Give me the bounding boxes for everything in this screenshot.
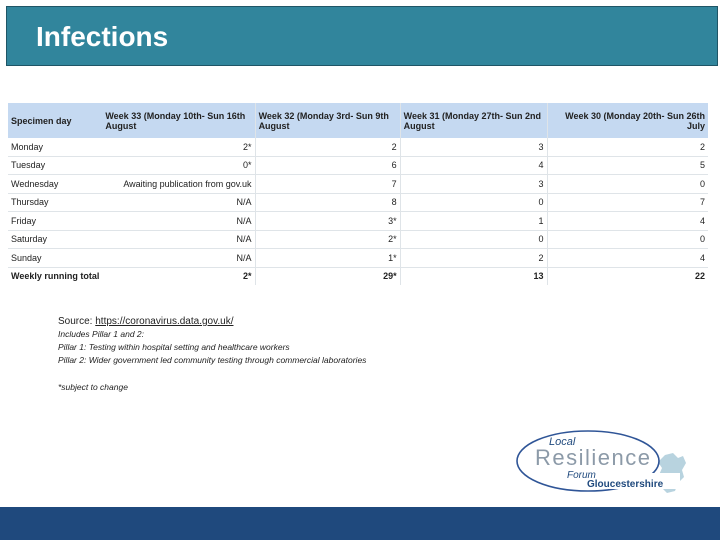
table-row	[8, 156, 708, 175]
row-label: Friday	[8, 212, 102, 231]
infections-table-container	[8, 103, 708, 283]
logo-word-resilience: Resilience	[535, 445, 652, 470]
row-label: Tuesday	[8, 156, 102, 175]
local-resilience-forum-logo	[515, 425, 690, 500]
note-pillars-intro: Includes Pillar 1 and 2:	[58, 329, 144, 339]
column-header-specimen-day: Specimen day	[8, 103, 102, 138]
table-cell: 3*	[255, 212, 400, 231]
table-cell: 0	[400, 230, 547, 249]
table-row	[8, 138, 708, 156]
column-header-week-33: Week 33 (Monday 10th- Sun 16th August	[102, 103, 255, 138]
table-cell: 4	[547, 212, 708, 231]
table-cell: 2	[255, 138, 400, 156]
table-cell: 2	[547, 138, 708, 156]
table-cell: 0	[547, 230, 708, 249]
table-cell: 0*	[102, 156, 255, 175]
table-cell: 8	[255, 193, 400, 212]
table-row	[8, 267, 708, 285]
note-pillar-2: Pillar 2: Wider government led community testing through commercial laboratories	[58, 355, 367, 365]
source-link[interactable]: https://coronavirus.data.gov.uk/	[95, 316, 234, 327]
source-line	[58, 315, 366, 328]
infections-table	[8, 103, 708, 285]
table-cell: 7	[255, 175, 400, 194]
column-header-week-30: Week 30 (Monday 20th- Sun 26th July	[547, 103, 708, 138]
table-cell: 4	[547, 249, 708, 268]
table-cell: N/A	[102, 212, 255, 231]
table-cell: 3	[400, 175, 547, 194]
table-cell: 13	[400, 267, 547, 285]
table-cell: 5	[547, 156, 708, 175]
note-subject-to-change: *subject to change	[58, 382, 128, 392]
column-header-week-31: Week 31 (Monday 27th- Sun 2nd August	[400, 103, 547, 138]
row-label: Sunday	[8, 249, 102, 268]
table-cell: 0	[400, 193, 547, 212]
table-row	[8, 193, 708, 212]
page-title: Infections	[36, 21, 169, 52]
row-label: Wednesday	[8, 175, 102, 194]
row-label: Thursday	[8, 193, 102, 212]
logo-word-gloucestershire: Gloucestershire	[587, 479, 664, 490]
source-label: Source:	[58, 316, 96, 327]
logo-word-local: Local	[549, 436, 576, 448]
table-cell: N/A	[102, 230, 255, 249]
note-pillar-1: Pillar 1: Testing within hospital setting and healthcare workers	[58, 342, 290, 352]
table-row	[8, 249, 708, 268]
row-label: Saturday	[8, 230, 102, 249]
table-cell: 4	[400, 156, 547, 175]
table-cell: Awaiting publication from gov.uk	[102, 175, 255, 194]
footer-bar	[0, 507, 720, 540]
column-header-week-32: Week 32 (Monday 3rd- Sun 9th August	[255, 103, 400, 138]
table-header-row	[8, 103, 708, 138]
table-cell: 1*	[255, 249, 400, 268]
logo-word-forum: Forum	[567, 470, 596, 481]
table-cell: 2*	[255, 230, 400, 249]
table-row	[8, 212, 708, 231]
table-cell: 2	[400, 249, 547, 268]
table-row	[8, 230, 708, 249]
table-cell: 2*	[102, 267, 255, 285]
table-cell: N/A	[102, 249, 255, 268]
table-cell: N/A	[102, 193, 255, 212]
table-cell: 29*	[255, 267, 400, 285]
table-row	[8, 175, 708, 194]
row-label: Monday	[8, 138, 102, 156]
row-label: Weekly running total	[11, 271, 100, 282]
table-cell: 1	[400, 212, 547, 231]
table-cell: 6	[255, 156, 400, 175]
table-cell: 7	[547, 193, 708, 212]
table-cell: 22	[694, 271, 705, 282]
header	[0, 0, 720, 68]
table-cell: 3	[400, 138, 547, 156]
notes	[58, 315, 366, 394]
table-cell: 0	[547, 175, 708, 194]
table-cell: 2*	[102, 138, 255, 156]
